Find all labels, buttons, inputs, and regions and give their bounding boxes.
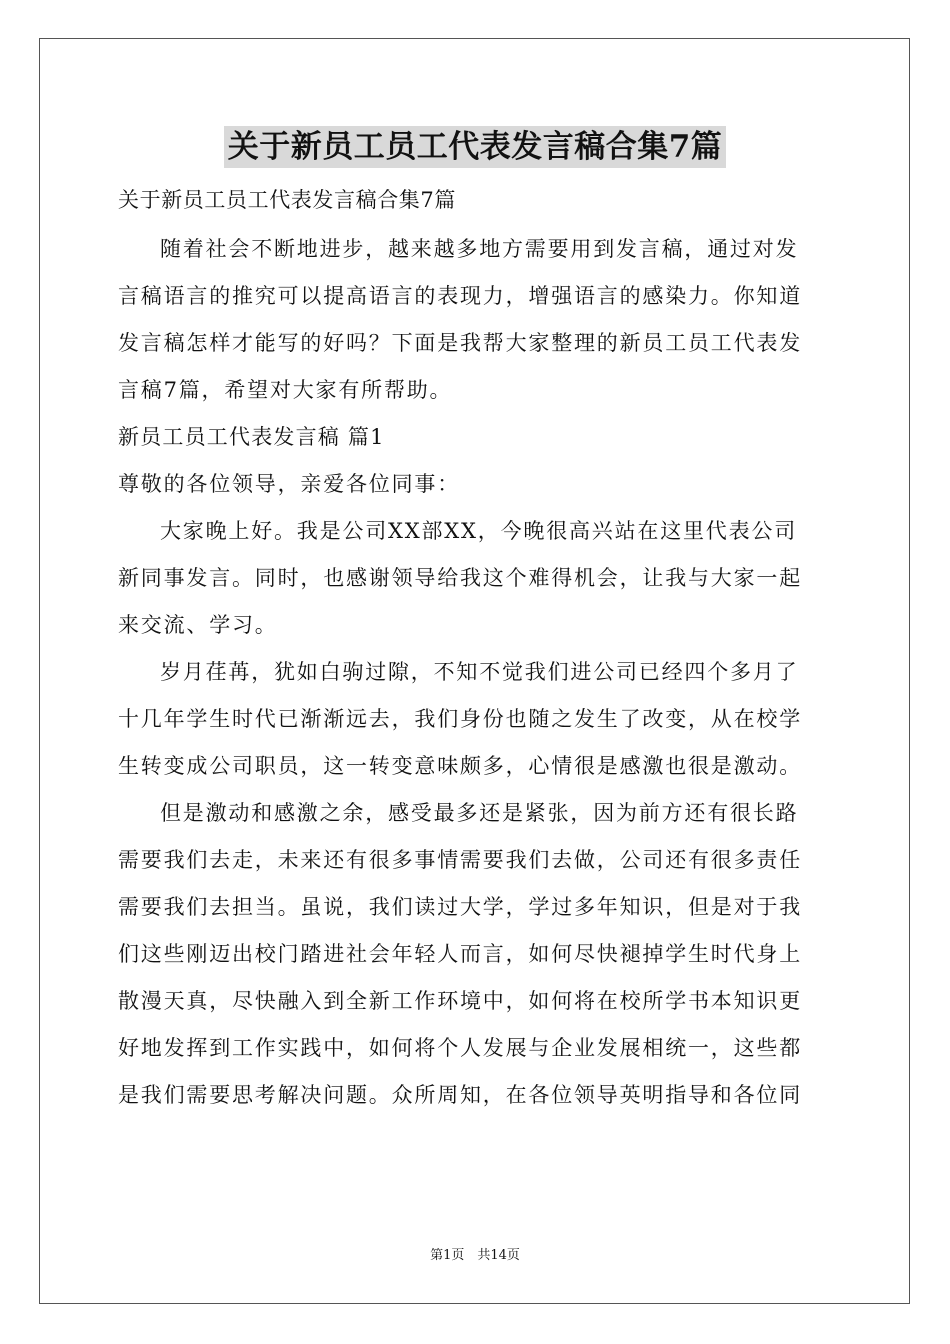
paragraph-line: 好地发挥到工作实践中，如何将个人发展与企业发展相统一，这些都 (118, 1036, 802, 1060)
paragraph-line: 随着社会不断地进步，越来越多地方需要用到发言稿，通过对发 (160, 237, 799, 261)
paragraph-line: 但是激动和感激之余，感受最多还是紧张，因为前方还有很长路 (160, 801, 799, 825)
document-body (118, 181, 833, 1119)
paragraph-line: 岁月荏苒，犹如白驹过隙，不知不觉我们进公司已经四个多月了 (160, 660, 799, 684)
paragraph-line: 新同事发言。同时，也感谢领导给我这个难得机会，让我与大家一起 (118, 566, 802, 590)
paragraph-line: 发言稿怎样才能写的好吗？下面是我帮大家整理的新员工员工代表发 (118, 331, 802, 355)
paragraph-line: 需要我们去走，未来还有很多事情需要我们去做，公司还有很多责任 (118, 848, 802, 872)
paragraph-line: 大家晚上好。我是公司XX部XX，今晚很高兴站在这里代表公司 (160, 519, 797, 543)
document-title: 关于新员工员工代表发言稿合集7篇 (224, 126, 727, 168)
document-subtitle: 关于新员工员工代表发言稿合集7篇 (118, 188, 456, 212)
paragraph-line: 十几年学生时代已渐渐远去，我们身份也随之发生了改变，从在校学 (118, 707, 802, 731)
section-heading: 新员工员工代表发言稿 篇1 (118, 425, 385, 449)
paragraph-line: 言稿7篇，希望对大家有所帮助。 (118, 378, 453, 402)
paragraph-line: 需要我们去担当。虽说，我们读过大学，学过多年知识，但是对于我 (118, 895, 802, 919)
page-footer: 第1页 共14页 (430, 1248, 520, 1263)
salutation: 尊敬的各位领导，亲爱各位同事： (118, 472, 460, 496)
paragraph-line: 散漫天真，尽快融入到全新工作环境中，如何将在校所学书本知识更 (118, 989, 802, 1013)
paragraph-line: 是我们需要思考解决问题。众所周知，在各位领导英明指导和各位同 (118, 1083, 802, 1107)
spacer (118, 219, 833, 226)
paragraph-line: 来交流、学习。 (118, 613, 278, 637)
paragraph-line: 生转变成公司职员，这一转变意味颇多，心情很是感激也很是激动。 (118, 754, 802, 778)
paragraph-line: 言稿语言的推究可以提高语言的表现力，增强语言的感染力。你知道 (118, 284, 802, 308)
paragraph-line: 们这些刚迈出校门踏进社会年轻人而言，如何尽快褪掉学生时代身上 (118, 942, 802, 966)
title-area (0, 126, 950, 168)
